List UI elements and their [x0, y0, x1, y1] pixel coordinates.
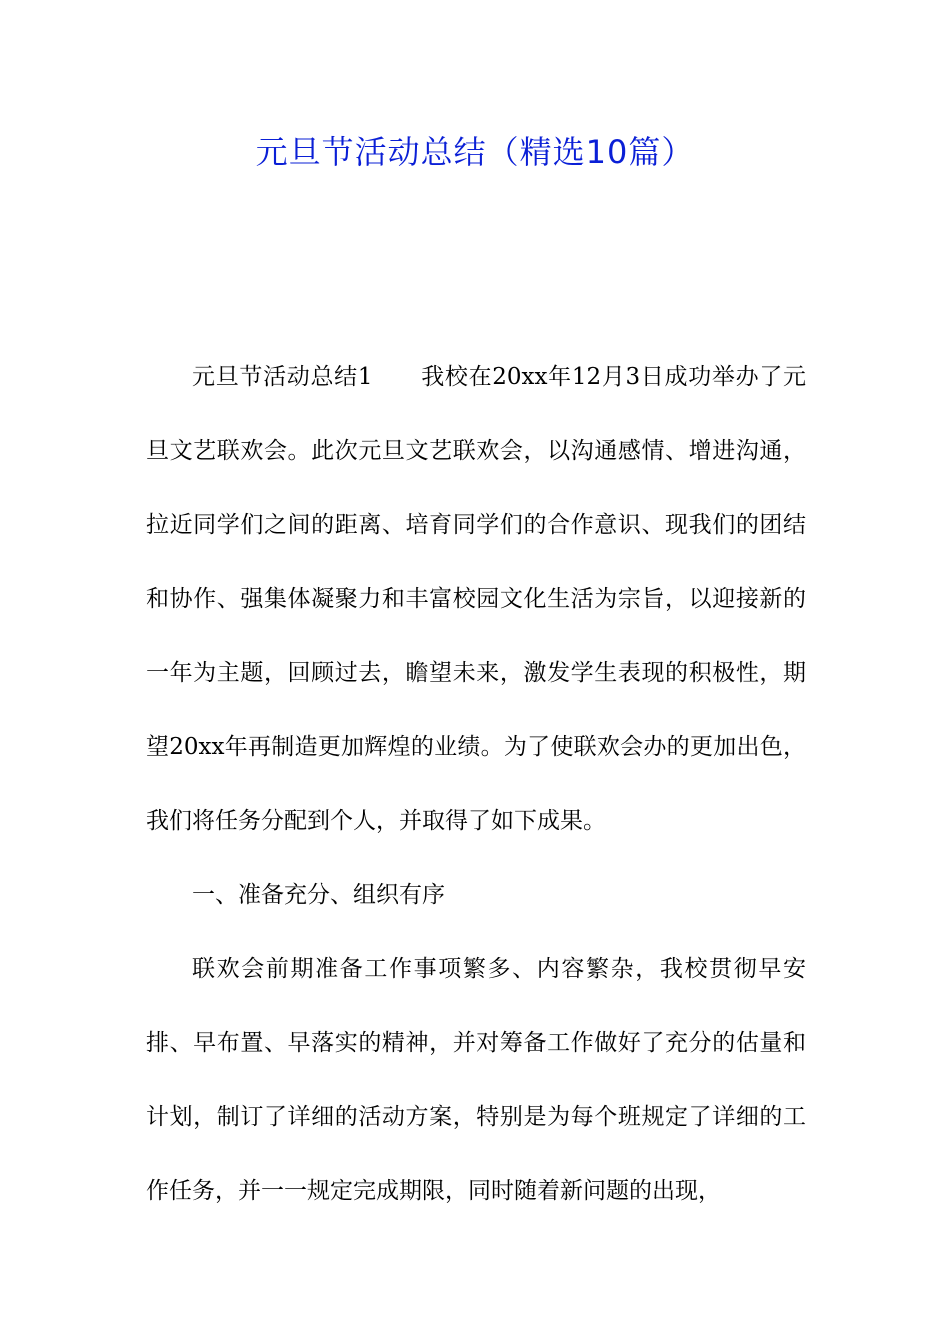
paragraph-text: 我校在20xx年12月3日成功举办了元旦文艺联欢会。此次元旦文艺联欢会，以沟通感情、增进沟通，拉近同学们之间的距离、培育同学们的合作意识、现我们的团结和协作、强集体凝聚力和丰富校园文化生活为宗旨，以迎接新的一年为主题，回顾过去，瞻望未来，激发学生表现的积极性，期望20xx年再制造更加辉煌的业绩。为了使联欢会办的更加出色，我们将任务分配到个人，并取得了如下成果。: [146, 364, 807, 834]
document-title: 元旦节活动总结（精选10篇）: [255, 133, 695, 171]
paragraph-1: [146, 340, 806, 858]
section-heading: 元旦节活动总结1: [192, 364, 373, 390]
paragraph-3: 联欢会前期准备工作事项繁多、内容繁杂，我校贯彻早安排、早布置、早落实的精神，并对筹备工作做好了充分的估量和计划，制订了详细的活动方案，特别是为每个班规定了详细的工作任务，并一一规定完成期限，同时随着新问题的出现，: [146, 956, 806, 1204]
document-body: [146, 340, 806, 1228]
paragraph-2: 一、准备充分、组织有序: [192, 882, 445, 908]
